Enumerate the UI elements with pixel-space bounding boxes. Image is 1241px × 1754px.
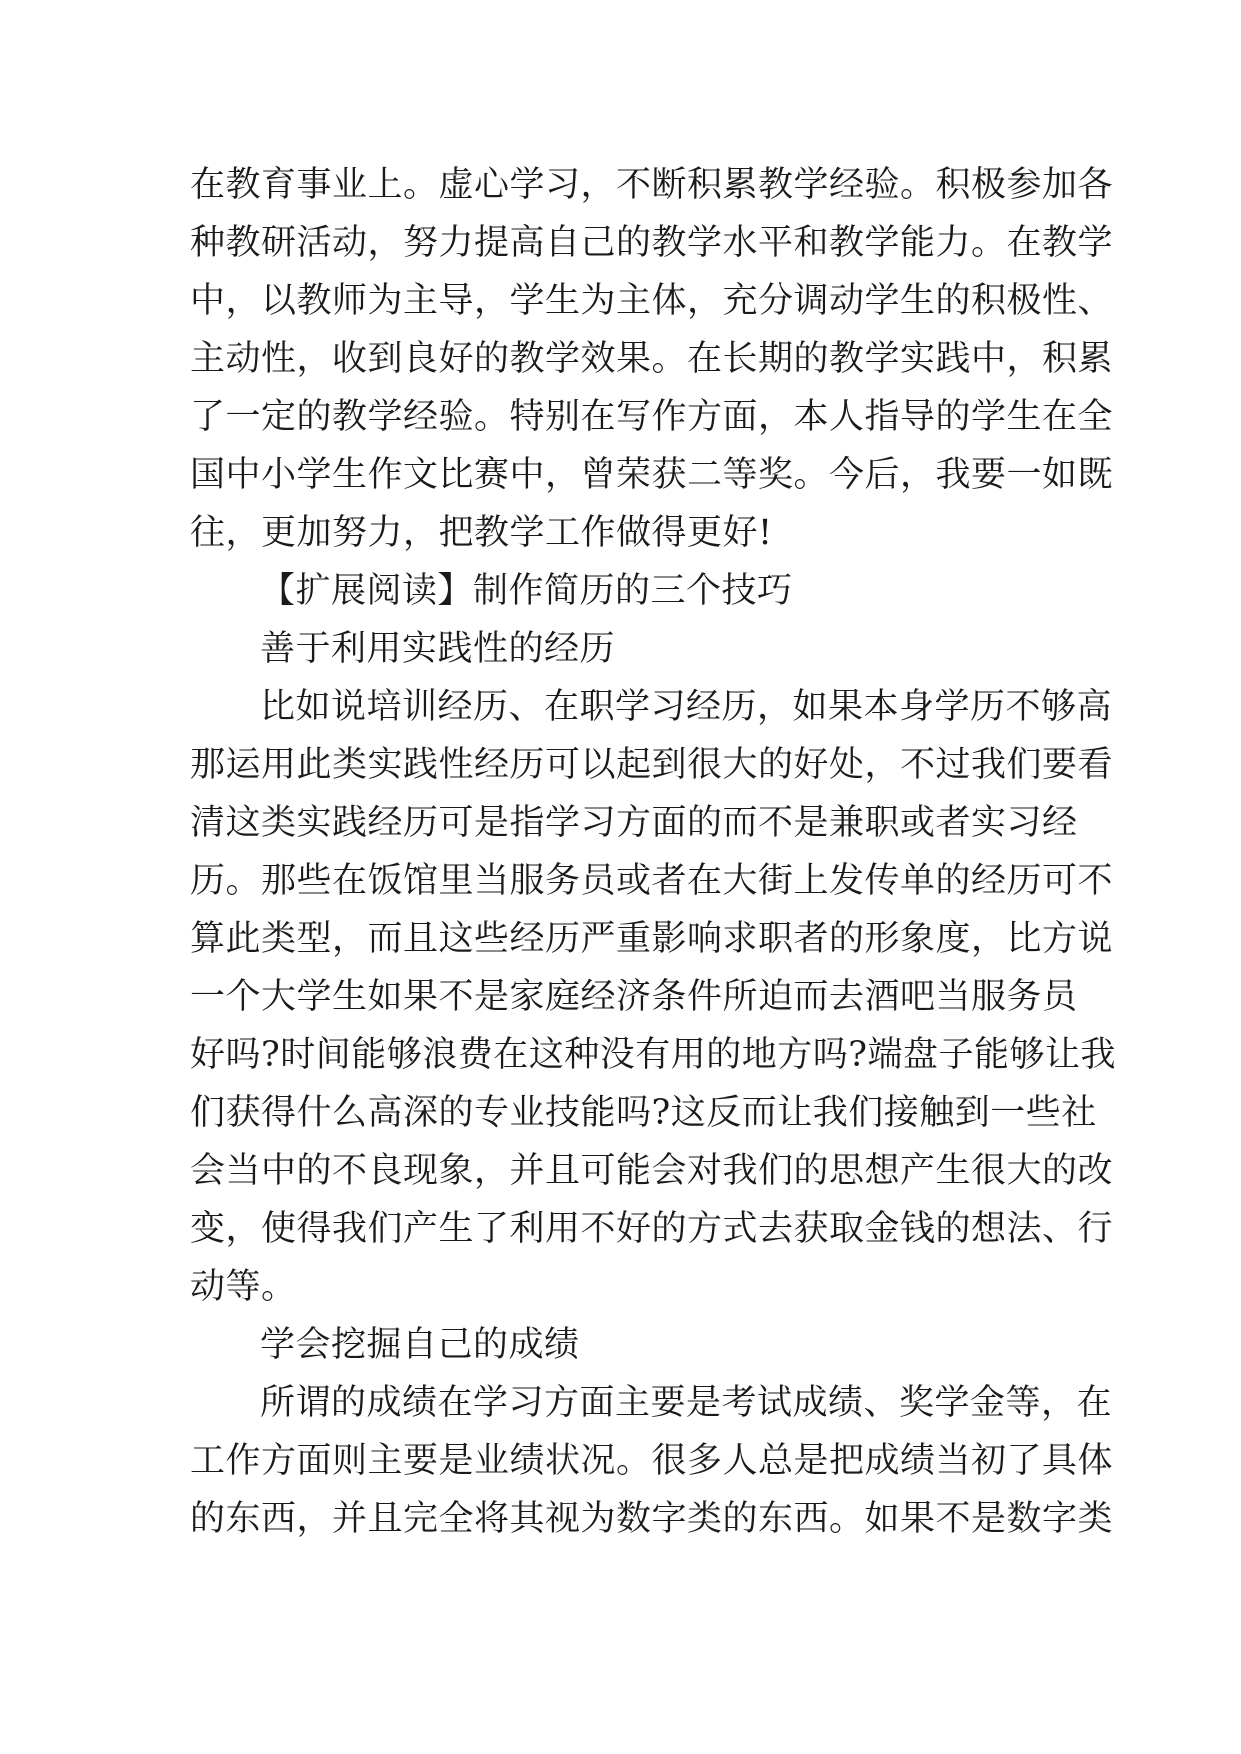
paragraph-start: 所谓的成绩在学习方面主要是考试成绩、奖学金等，在 bbox=[260, 1383, 1113, 1423]
subheading: 学会挖掘自己的成绩 bbox=[260, 1325, 580, 1365]
text-line: 主动性，收到良好的教学效果。在长期的教学实践中，积累 bbox=[190, 339, 1114, 379]
subheading: 善于利用实践性的经历 bbox=[260, 629, 616, 669]
text-line: 国中小学生作文比赛中，曾荣获二等奖。今后，我要一如既 bbox=[190, 455, 1114, 495]
text-line: 清这类实践经历可是指学习方面的而不是兼职或者实习经 bbox=[190, 803, 1078, 843]
text-line: 往，更加努力，把教学工作做得更好! bbox=[190, 513, 773, 553]
text-line: 种教研活动，努力提高自己的教学水平和教学能力。在教学 bbox=[190, 223, 1114, 263]
text-line: 的东西，并且完全将其视为数字类的东西。如果不是数字类 bbox=[190, 1499, 1114, 1539]
text-line: 工作方面则主要是业绩状况。很多人总是把成绩当初了具体 bbox=[190, 1441, 1114, 1481]
text-line: 动等。 bbox=[190, 1267, 297, 1307]
text-line: 变，使得我们产生了利用不好的方式去获取金钱的想法、行 bbox=[190, 1209, 1114, 1249]
paragraph-start: 比如说培训经历、在职学习经历，如果本身学历不够高 bbox=[260, 687, 1113, 727]
text-line: 在教育事业上。虚心学习，不断积累教学经验。积极参加各 bbox=[190, 165, 1114, 205]
text-line: 算此类型，而且这些经历严重影响求职者的形象度，比方说 bbox=[190, 919, 1114, 959]
text-line: 了一定的教学经验。特别在写作方面，本人指导的学生在全 bbox=[190, 397, 1114, 437]
text-line: 历。那些在饭馆里当服务员或者在大街上发传单的经历可不 bbox=[190, 861, 1114, 901]
text-line: 们获得什么高深的专业技能吗?这反而让我们接触到一些社 bbox=[190, 1093, 1097, 1133]
section-heading: 【扩展阅读】制作简历的三个技巧 bbox=[260, 571, 793, 611]
text-line: 会当中的不良现象，并且可能会对我们的思想产生很大的改 bbox=[190, 1151, 1114, 1191]
text-line: 中，以教师为主导，学生为主体，充分调动学生的积极性、 bbox=[190, 281, 1114, 321]
text-line: 那运用此类实践性经历可以起到很大的好处，不过我们要看 bbox=[190, 745, 1114, 785]
text-line: 好吗?时间能够浪费在这种没有用的地方吗?端盘子能够让我 bbox=[190, 1035, 1117, 1075]
text-line: 一个大学生如果不是家庭经济条件所迫而去酒吧当服务员 bbox=[190, 977, 1078, 1017]
